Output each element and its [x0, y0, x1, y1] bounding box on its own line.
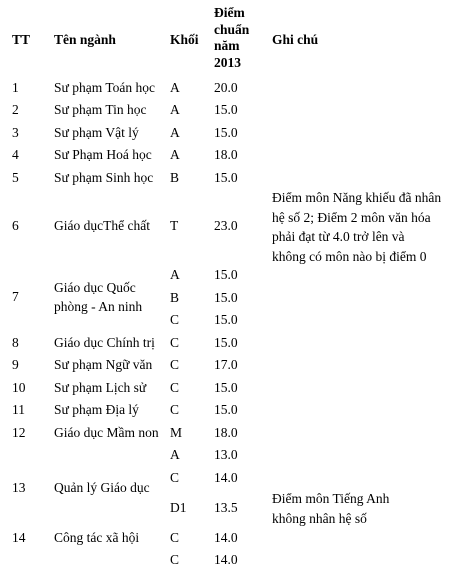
row-1-tt: 1: [12, 80, 19, 95]
row-14a-block: C: [170, 530, 180, 545]
row-6-tt: 6: [12, 218, 19, 233]
header-score: [214, 5, 249, 71]
row-8-name: Giáo dục Chính trị: [54, 335, 155, 350]
row-5-tt: 5: [12, 170, 19, 185]
row-4-score: 18.0: [214, 147, 238, 162]
row-2-tt: 2: [12, 102, 19, 117]
row-12-score: 18.0: [214, 425, 238, 440]
row-9-block: C: [170, 357, 180, 372]
header-note: Ghi chú: [272, 32, 319, 47]
row-2-score: 15.0: [214, 102, 238, 117]
row-7-name-line-2: phòng - An ninh: [54, 299, 143, 314]
row-8-score: 15.0: [214, 335, 238, 350]
row-5-name: Sư phạm Sinh học: [54, 170, 154, 185]
row-6-note-line-3: phải đạt từ 4.0 trở lên và: [272, 229, 405, 244]
row-13a-block: A: [170, 447, 180, 462]
row-10-block: C: [170, 380, 180, 395]
row-13-note-line-1: Điểm môn Tiếng Anh: [272, 491, 390, 506]
row-3-tt: 3: [12, 125, 19, 140]
row-8-block: C: [170, 335, 180, 350]
row-13b-score: 14.0: [214, 470, 238, 485]
row-13-note-line-2: không nhân hệ số: [272, 510, 367, 526]
row-3-name: Sư phạm Vật lý: [54, 125, 139, 140]
row-9-score: 17.0: [214, 357, 238, 372]
row-7b-score: 15.0: [214, 290, 238, 305]
row-14a-score: 14.0: [214, 530, 238, 545]
row-6-note: [272, 188, 441, 266]
row-14-tt: 14: [12, 530, 26, 545]
row-11-block: C: [170, 402, 180, 417]
row-1-block: A: [170, 80, 180, 95]
row-6-block: T: [170, 218, 179, 233]
row-5-block: B: [170, 170, 180, 185]
row-10-name: Sư phạm Lịch sử: [54, 380, 147, 395]
row-11-score: 15.0: [214, 402, 238, 417]
row-2-block: A: [170, 102, 180, 117]
row-11-tt: 11: [12, 402, 25, 417]
row-6-name: Giáo dụcThể chất: [54, 218, 150, 233]
row-8-tt: 8: [12, 335, 19, 350]
row-10-tt: 10: [12, 380, 26, 395]
row-13-note: [272, 489, 389, 528]
header-tt: TT: [12, 32, 31, 47]
header-block: Khối: [170, 32, 199, 47]
row-7a-score: 15.0: [214, 267, 238, 282]
row-12-block: M: [170, 425, 183, 440]
header-score-line-3: năm: [214, 38, 240, 53]
row-4-name: Sư Phạm Hoá học: [54, 147, 152, 162]
row-4-block: A: [170, 147, 180, 162]
row-10-score: 15.0: [214, 380, 238, 395]
row-13a-score: 13.0: [214, 447, 238, 462]
row-9-name: Sư phạm Ngữ văn: [54, 357, 153, 372]
row-1-name: Sư phạm Toán học: [54, 80, 155, 95]
row-3-score: 15.0: [214, 125, 238, 140]
row-1-score: 20.0: [214, 80, 238, 95]
row-6-score: 23.0: [214, 218, 238, 233]
header-score-line-2: chuẩn: [214, 21, 250, 37]
row-4-tt: 4: [12, 147, 19, 162]
row-13c-block: D1: [170, 500, 187, 515]
row-12-name: Giáo dục Mầm non: [54, 425, 159, 440]
row-13b-block: C: [170, 470, 180, 485]
row-6-note-line-4: không có môn nào bị điểm 0: [272, 248, 427, 264]
row-7b-block: B: [170, 290, 180, 305]
row-7-name: [54, 278, 142, 316]
row-7-tt: 7: [12, 289, 19, 304]
row-11-name: Sư phạm Địa lý: [54, 402, 139, 417]
row-14b-block: C: [170, 552, 180, 567]
row-7c-block: C: [170, 312, 180, 327]
row-5-score: 15.0: [214, 170, 238, 185]
row-3-block: A: [170, 125, 180, 140]
header-score-line-1: Điểm: [214, 5, 245, 20]
header-major: Tên ngành: [54, 32, 116, 47]
row-6-note-line-1: Điểm môn Năng khiếu đã nhân: [272, 190, 442, 205]
row-2-name: Sư phạm Tin học: [54, 102, 147, 117]
row-9-tt: 9: [12, 357, 19, 372]
row-14-name: Công tác xã hội: [54, 530, 140, 545]
row-14b-score: 14.0: [214, 552, 238, 567]
header-score-line-4: 2013: [214, 54, 241, 70]
row-13-name: Quản lý Giáo dục: [54, 480, 150, 495]
row-13c-score: 13.5: [214, 500, 238, 515]
row-7-name-line-1: Giáo dục Quốc: [54, 280, 136, 295]
row-7c-score: 15.0: [214, 312, 238, 327]
row-12-tt: 12: [12, 425, 26, 440]
row-6-note-line-2: hệ số 2; Điểm 2 môn văn hóa: [272, 209, 431, 225]
row-13-tt: 13: [12, 480, 26, 495]
row-7a-block: A: [170, 267, 180, 282]
